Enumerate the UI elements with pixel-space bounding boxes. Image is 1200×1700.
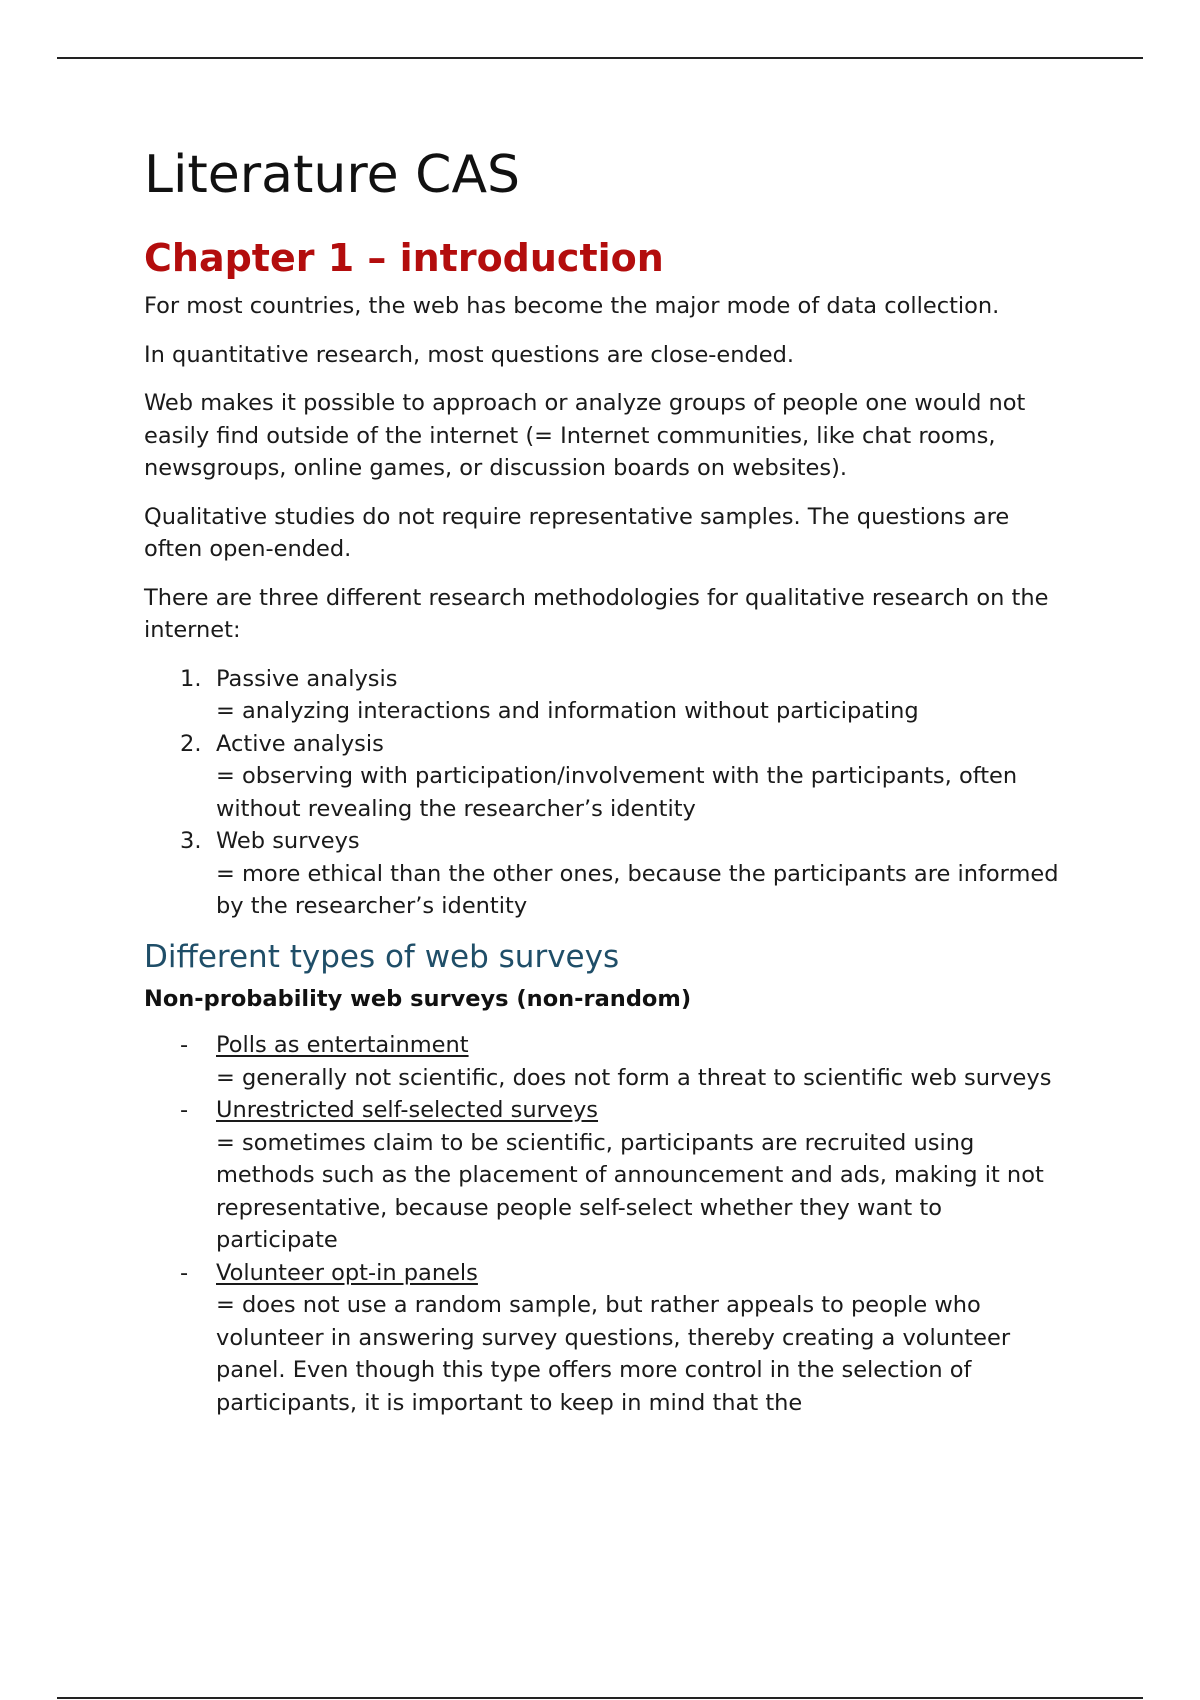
chapter-heading: Chapter 1 – introduction	[144, 236, 664, 280]
survey-type-name: Unrestricted self-selected surveys	[216, 1097, 599, 1123]
method-name: Active analysis	[216, 730, 384, 757]
paragraph-qualitative: Qualitative studies do not require representative samples. The questions are often open-ended.	[144, 503, 1010, 562]
survey-type-description: = sometimes claim to be scientific, participants are recruited using methods such as the placement of announcement and ads, making it not representative, because people self-select whether they want to participate	[216, 1129, 1044, 1253]
list-item	[144, 663, 1064, 728]
list-marker: 1.	[180, 665, 202, 692]
paragraph-methodologies-intro: There are three different research methodologies for qualitative research on the internet:	[144, 584, 1049, 643]
survey-type-description: = generally not scientific, does not form a threat to scientific web surveys	[216, 1064, 1052, 1091]
paragraph-internet-communities: Web makes it possible to approach or analyze groups of people one would not easily find outside of the internet (= Internet communities, like chat rooms, newsgroups, online games, or discussion boards on websites).	[144, 390, 1026, 481]
bottom-rule	[57, 1697, 1143, 1699]
list-marker: -	[180, 1032, 189, 1058]
paragraph-quantitative: In quantitative research, most questions are close-ended.	[144, 341, 795, 368]
list-marker: 2.	[180, 730, 202, 757]
method-name: Passive analysis	[216, 665, 398, 692]
list-item	[144, 1257, 1064, 1420]
paragraph-web-mode: For most countries, the web has become the major mode of data collection.	[144, 293, 1000, 319]
method-name: Web surveys	[216, 828, 360, 854]
section-heading: Different types of web surveys	[144, 938, 620, 975]
method-description: = observing with participation/involvement with the participants, often without revealing the researcher’s identity	[216, 763, 1018, 822]
survey-type-list	[144, 1029, 1064, 1419]
subsection-heading: Non-probability web surveys (non-random)	[144, 985, 692, 1012]
list-marker: -	[180, 1097, 189, 1123]
methodology-list	[144, 663, 1064, 923]
list-marker: 3.	[180, 828, 202, 854]
list-item	[144, 825, 1064, 923]
survey-type-description: = does not use a random sample, but rather appeals to people who volunteer in answering survey questions, thereby creating a volunteer panel. Even though this type offers more control in the selection of participants, it is important to keep in mind that the	[216, 1292, 1011, 1416]
list-item	[144, 1094, 1064, 1257]
method-description: = analyzing interactions and information without participating	[216, 698, 919, 724]
document-title: Literature CAS	[144, 145, 521, 205]
list-item	[144, 1029, 1064, 1094]
method-description: = more ethical than the other ones, because the participants are informed by the researcher’s identity	[216, 860, 1059, 919]
list-item	[144, 728, 1064, 826]
survey-type-name: Polls as entertainment	[216, 1032, 469, 1058]
document-page	[144, 138, 1064, 1419]
top-rule	[57, 57, 1143, 59]
list-marker: -	[180, 1259, 189, 1286]
survey-type-name: Volunteer opt-in panels	[216, 1259, 478, 1286]
